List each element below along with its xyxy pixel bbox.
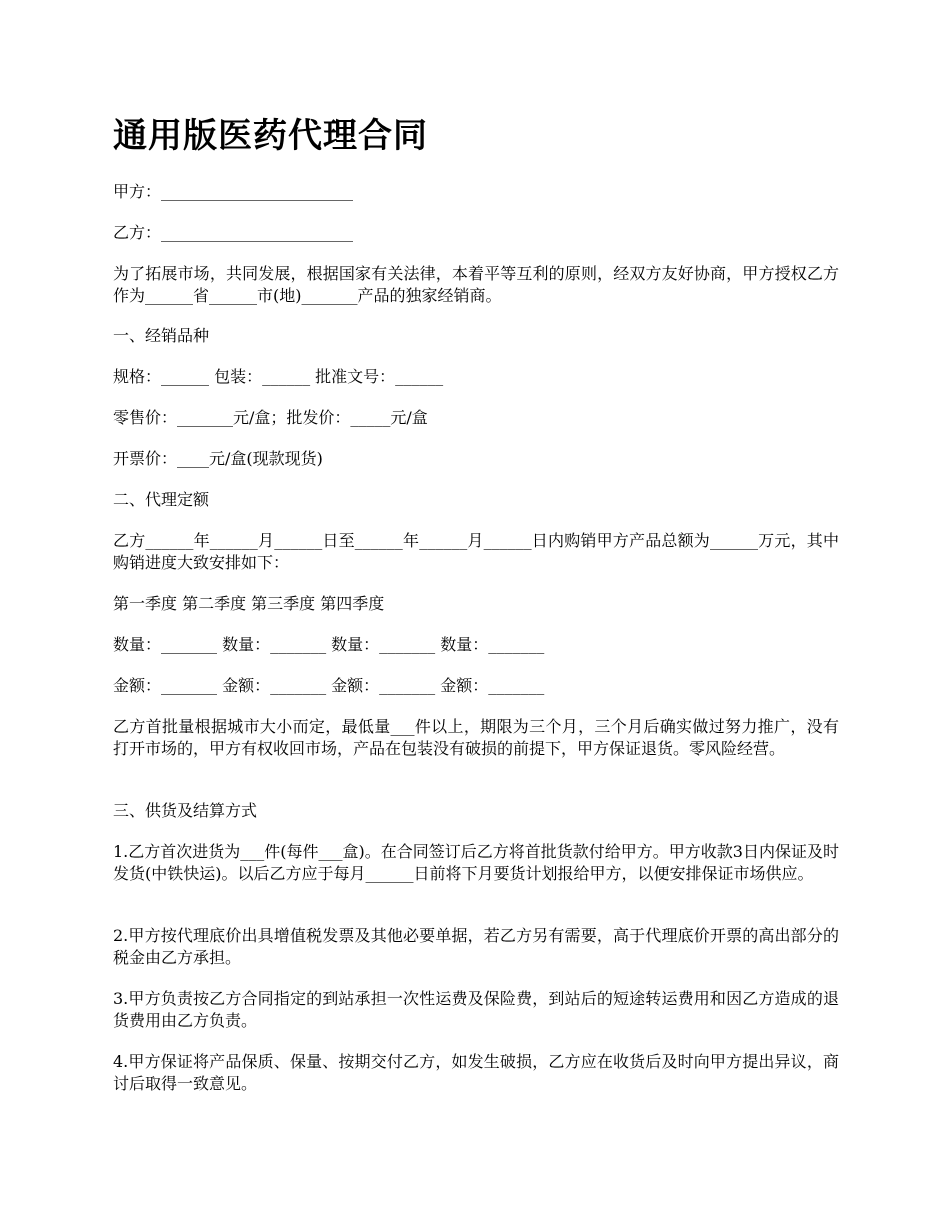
section-3-heading: 三、供货及结算方式 (113, 801, 258, 820)
quarters-line: 第一季度 第二季度 第三季度 第四季度 (113, 594, 385, 613)
clause-4-paragraph: 4.甲方保证将产品保质、保量、按期交付乙方，如发生破损，乙方应在收货后及时向甲方提出异议，商讨后取得一致意见。 (113, 1052, 839, 1093)
clause-1-paragraph: 1.乙方首次进货为___件(每件___盒)。在合同签订后乙方将首批货款付给甲方。甲方收款3日内保证及时发货(中铁快运)。以后乙方应于每月______日前将下月要货计划报给甲方，以便安排保证市场供应。 (113, 842, 839, 883)
party-a-line: 甲方：________________________ (113, 182, 354, 201)
document-title: 通用版医药代理合同 (113, 116, 428, 156)
clause-2-paragraph: 2.甲方按代理底价出具增值税发票及其他必要单据，若乙方另有需要，高于代理底价开票的高出部分的税金由乙方承担。 (113, 926, 839, 967)
section-2-heading: 二、代理定额 (113, 490, 210, 509)
invoice-price-line: 开票价：____元/盒(现款现货) (113, 449, 323, 468)
party-b-line: 乙方：________________________ (113, 223, 354, 242)
spec-line: 规格：______ 包装：______ 批准文号：______ (113, 367, 444, 386)
amount-line: 金额：_______ 金额：_______ 金额：_______ 金额：_______ (113, 676, 545, 695)
preamble-paragraph: 为了拓展市场，共同发展，根据国家有关法律，本着平等互利的原则，经双方友好协商，甲方授权乙方作为______省______市(地)_______产品的独家经销商。 (113, 264, 839, 305)
quantity-line: 数量：_______ 数量：_______ 数量：_______ 数量：_______ (113, 635, 545, 654)
price-line: 零售价：_______元/盒；批发价：_____元/盒 (113, 408, 428, 427)
quota-paragraph: 乙方______年______月______日至______年______月______日内购销甲方产品总额为______万元，其中购销进度大致安排如下： (113, 531, 839, 572)
first-batch-paragraph: 乙方首批量根据城市大小而定，最低量___件以上，期限为三个月，三个月后确实做过努力推广，没有打开市场的，甲方有权收回市场，产品在包装没有破损的前提下，甲方保证退货。零风险经营。 (113, 717, 839, 758)
section-1-heading: 一、经销品种 (113, 326, 210, 345)
clause-3-paragraph: 3.甲方负责按乙方合同指定的到站承担一次性运费及保险费，到站后的短途转运费用和因乙方造成的退货费用由乙方负责。 (113, 989, 839, 1030)
